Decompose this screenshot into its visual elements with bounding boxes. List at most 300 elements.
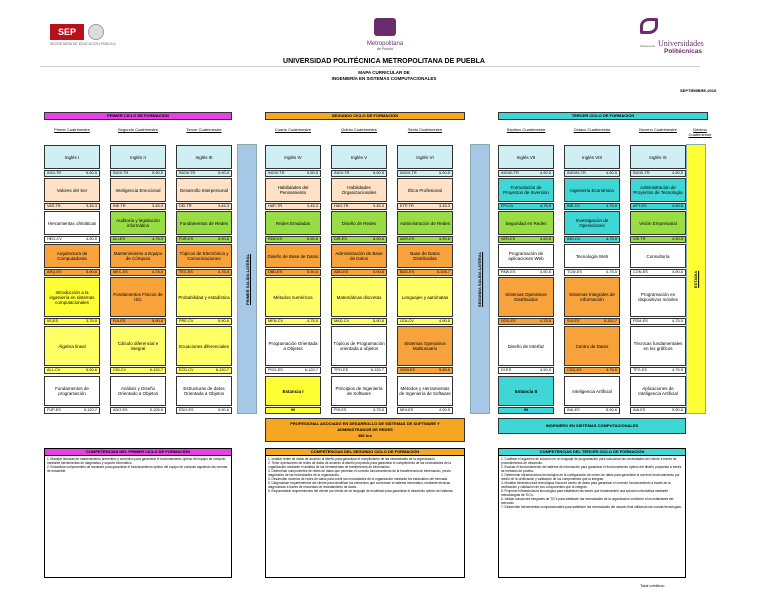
course-hours: 3-45-3 bbox=[86, 204, 97, 208]
course-code: FUR-ES bbox=[179, 237, 194, 241]
course-code-row bbox=[397, 236, 453, 243]
course-code-row bbox=[397, 203, 453, 210]
course-code: ARQ-ES bbox=[47, 270, 62, 274]
competencies-second-title: COMPETENCIAS DEL SEGUNDO CICLO DE FORMACIÓN bbox=[266, 449, 464, 456]
course-code: INE-TR bbox=[113, 204, 126, 208]
course-hours: 4-90-5 bbox=[672, 171, 683, 175]
course-cell: Sistemas Integrales de Información bbox=[564, 277, 620, 317]
course-hours: 4-75-5 bbox=[540, 204, 551, 208]
course-code: MHI-ES bbox=[400, 408, 414, 412]
course-cell: Ética Profesional bbox=[397, 178, 453, 202]
course-code-row bbox=[498, 407, 554, 414]
course-cell: Métodos y Herramientas de Ingeniería de Software bbox=[397, 376, 453, 406]
course-code: TEC-ES bbox=[179, 270, 193, 274]
course-code-row bbox=[44, 367, 100, 374]
course-code-row bbox=[564, 318, 620, 325]
upmp-mark-icon bbox=[374, 18, 396, 36]
associate-degree-line2: ADMINISTRADOR DE REDES bbox=[337, 427, 393, 432]
course-code-row bbox=[331, 203, 387, 210]
course-code: INGV-TR bbox=[334, 171, 350, 175]
quarter-header: Noveno Cuatrimestre bbox=[639, 127, 677, 132]
course-hours: 5-90-5 bbox=[439, 171, 450, 175]
course-code-row bbox=[630, 269, 686, 276]
course-code: DI-ES bbox=[501, 368, 512, 372]
course-code-row bbox=[110, 318, 166, 325]
course-code-row bbox=[265, 318, 321, 325]
course-code: PDM-ES bbox=[633, 319, 648, 323]
cycle-banner-2: SEGUNDO CICLO DE FORMACION bbox=[265, 112, 465, 120]
course-code: INGIII-TR bbox=[179, 171, 196, 175]
course-code: AIA-ES bbox=[633, 408, 646, 412]
course-hours: 4-75-5 bbox=[152, 270, 163, 274]
course-hours: 5-90-6 bbox=[439, 368, 450, 372]
course-cell: Métodos numéricos bbox=[265, 277, 321, 317]
up-logo-name: Universidades bbox=[658, 39, 704, 48]
course-code: INGVIII-TR bbox=[567, 171, 586, 175]
course-code-row bbox=[564, 367, 620, 374]
course-code: INGIX-TR bbox=[633, 171, 650, 175]
course-code: INGVII-TR bbox=[501, 171, 519, 175]
course-code: IIS-ES bbox=[47, 319, 58, 323]
course-code: HAO-TR bbox=[334, 204, 349, 208]
course-code-row bbox=[331, 407, 387, 414]
course-code-row bbox=[564, 203, 620, 210]
course-hours: 4-75-5 bbox=[672, 319, 683, 323]
course-cell: Diseño de Redes bbox=[331, 211, 387, 235]
course-hours: 4-90-6 bbox=[672, 204, 683, 208]
course-cell: Tecnología Web bbox=[564, 244, 620, 268]
course-code-row bbox=[265, 407, 321, 414]
course-hours: 4-90-5 bbox=[540, 237, 551, 241]
upmp-logo-name: Metropolitana bbox=[366, 41, 404, 47]
quarter-header: Cuarto Cuatrimestre bbox=[274, 127, 311, 132]
national-seal-icon bbox=[88, 24, 104, 40]
course-hours: 4-90-5 bbox=[439, 408, 450, 412]
course-hours: 6-120-7 bbox=[304, 368, 318, 372]
course-cell: Programación en dispositivos móviles bbox=[630, 277, 686, 317]
course-code-row bbox=[397, 318, 453, 325]
course-cell: Mantenimiento a Equipo de Cómputo bbox=[110, 244, 166, 268]
quarter-header: Primer Cuatrimestre bbox=[54, 127, 90, 132]
competencies-second-text: 1. Instalar redes de datos de acuerdo al diseño para garantizar el cumplimiento de las necesidades de la organización. 2. Tener operaciones de redes de datos de acuerdo al diseño propuesto para garantizar el cumplimiento de las necesidades de la organización mediante el análisis de las herramientas de transferencia de información. 3. Determinar componentes de redes de datos que permitan el correcto funcionamiento de la transferencia de información, previo diagnóstico de las necesidades de la organización. 4. Desarrollar modelos de redes de datos para cubrir las necesidades de la organización mediante los estándares del mercado. 5. Diagnosticar requerimientos del cliente para identificar los elementos que conforman el sistema informático, mediante técnicas diagnósticas a través de encuestas de levantamiento de datos. 6. Esquematizar requerimientos del cliente por medio de un lenguaje de modelado para garantizar el desarrollo óptimo del sistema. bbox=[268, 457, 454, 493]
course-code-row bbox=[564, 170, 620, 177]
course-cell: Administración de Base de Datos bbox=[331, 244, 387, 268]
course-cell: Estancia II bbox=[498, 376, 554, 406]
course-cell: Ingeniería Económica bbox=[564, 178, 620, 202]
course-cell: Fundamentos de programación bbox=[44, 376, 100, 406]
course-code-row bbox=[44, 203, 100, 210]
competencies-third-title: COMPETENCIAS DEL TERCER CICLO DE FORMACIÓN bbox=[499, 449, 685, 456]
course-cell: Inteligencia Emocional bbox=[110, 178, 166, 202]
course-code-row bbox=[265, 236, 321, 243]
course-code-row bbox=[110, 236, 166, 243]
course-cell: Inglés VIII bbox=[564, 145, 620, 169]
course-code: HAP-TR bbox=[268, 204, 283, 208]
course-code: INGIV-TR bbox=[268, 171, 285, 175]
course-code: ALL-CV bbox=[47, 368, 61, 372]
course-code: ADR-ES bbox=[400, 237, 415, 241]
course-cell: Redes Emuladas bbox=[265, 211, 321, 235]
course-code: SIX-ES bbox=[567, 319, 580, 323]
course-hours: 5-90-6 bbox=[672, 408, 683, 412]
course-code-row bbox=[44, 269, 100, 276]
course-code: POO-ES bbox=[268, 368, 283, 372]
engineer-degree-box: INGENIERO EN SISTEMAS COMPUTACIONALES bbox=[498, 418, 686, 434]
second-lateral-exit-label: SEGUNDA SALIDA LATERAL bbox=[477, 251, 483, 307]
estadia-label: ESTADIA bbox=[693, 270, 699, 288]
course-hours: 4-75-5 bbox=[672, 368, 683, 372]
course-code: FUP-ES bbox=[47, 408, 61, 412]
quarter-header: Segundo Cuatrimestre bbox=[117, 127, 159, 132]
course-hours: 5-90-6 bbox=[86, 368, 97, 372]
course-hours: 5-90-5 bbox=[152, 171, 163, 175]
course-code: TFG-ES bbox=[633, 368, 647, 372]
course-cell: Tópicos de Electrónica y Comunicaciones bbox=[176, 244, 232, 268]
course-cell: Programación de aplicaciones Web bbox=[498, 244, 554, 268]
course-code-row bbox=[498, 170, 554, 177]
course-code-row bbox=[331, 236, 387, 243]
second-lateral-exit-bar bbox=[470, 144, 490, 414]
course-code-row bbox=[176, 367, 232, 374]
course-code-row bbox=[176, 318, 232, 325]
course-code: ECD-CV bbox=[179, 368, 194, 372]
course-hours: 5-120-7 bbox=[83, 408, 97, 412]
course-hours: 5-90-6 bbox=[218, 408, 229, 412]
sep-mark: SEP bbox=[50, 24, 84, 40]
course-code-row bbox=[265, 203, 321, 210]
course-code-row bbox=[44, 236, 100, 243]
course-hours: 4-75-5 bbox=[307, 319, 318, 323]
course-cell: Inglés IV bbox=[265, 145, 321, 169]
first-lateral-exit-label: PRIMER SALIDA LATERAL bbox=[244, 253, 250, 305]
up-logo-pre: Sistema de bbox=[640, 44, 656, 48]
course-code-row bbox=[630, 367, 686, 374]
course-hours: 4-90-5 bbox=[540, 368, 551, 372]
course-code-row bbox=[265, 170, 321, 177]
course-code: ABD-ES bbox=[334, 270, 349, 274]
course-hours: 4-75-5 bbox=[373, 408, 384, 412]
course-code: INO-CV bbox=[567, 237, 581, 241]
competencies-third-cycle bbox=[498, 448, 686, 578]
course-code-row bbox=[498, 269, 554, 276]
course-cell: Valores del Ser bbox=[44, 178, 100, 202]
course-code-row bbox=[265, 367, 321, 374]
course-code: PAW-ES bbox=[501, 270, 516, 274]
course-hours: 4-75-5 bbox=[606, 204, 617, 208]
course-hours: 5-90-6 bbox=[307, 270, 318, 274]
course-hours: 3-45-3 bbox=[373, 204, 384, 208]
course-cell: Administración de Proyectos de Tecnología bbox=[630, 178, 686, 202]
course-cell: Fundamentos de Redes bbox=[176, 211, 232, 235]
course-cell: Lenguajes y autómatas bbox=[397, 277, 453, 317]
course-hours: 5-90-5 bbox=[86, 171, 97, 175]
course-code-row bbox=[498, 236, 554, 243]
course-hours: 5-105-7 bbox=[436, 270, 450, 274]
course-code: PRE-CV bbox=[179, 319, 194, 323]
course-code-row bbox=[630, 318, 686, 325]
course-hours: 5-90-6 bbox=[218, 237, 229, 241]
course-cell: Base de Datos Distribuidas bbox=[397, 244, 453, 268]
course-hours: 5-120-7 bbox=[603, 319, 617, 323]
course-code: VAS-TR bbox=[47, 204, 61, 208]
course-hours: 4-90-5 bbox=[606, 171, 617, 175]
course-code: BDD-ES bbox=[400, 270, 415, 274]
course-code: ADO-ES bbox=[113, 408, 128, 412]
competencies-first-text: 1. Manejar técnicas de mantenimiento preventivo y correctivo para garantizar el funcionamiento óptimo del equipo de cómputo mediante herramientas de diagnóstico y soporte informático. 2. Ensamblar componentes de hardware para garantizar el funcionamiento óptimo del equipo de cómputo siguiendo las normas de ensamble. bbox=[47, 457, 228, 473]
course-cell: Diseño de Base de Datos bbox=[265, 244, 321, 268]
course-hours: 6-120-7 bbox=[370, 368, 384, 372]
course-code-row bbox=[397, 269, 453, 276]
course-cell: Inteligencia Artificial bbox=[564, 376, 620, 406]
course-cell: Inglés III bbox=[176, 145, 232, 169]
course-code-row bbox=[564, 407, 620, 414]
course-cell: Inglés IX bbox=[630, 145, 686, 169]
course-code-row bbox=[498, 318, 554, 325]
course-hours: 3-75-5 bbox=[86, 319, 97, 323]
course-hours: 5-90-5 bbox=[373, 171, 384, 175]
course-hours: 4-75-5 bbox=[152, 237, 163, 241]
course-code-row bbox=[331, 367, 387, 374]
course-code-row bbox=[265, 269, 321, 276]
course-code-row bbox=[630, 407, 686, 414]
date-label: SEPTIEMBRE-2010. bbox=[680, 88, 718, 93]
competencies-third-text: 1. Codificar el algoritmo de solución en un lenguaje de programación para solucionar las necesidades del cliente a través de procedimientos de desarrollo. 2. Evaluar el funcionamiento del sistema de información para garantizar el funcionamiento óptimo del diseño propuesto a través de métodos de prueba. 3. Determinar infraestructura tecnológica de la configuración de centro de datos para garantizar el correcto funcionamiento por medio de la verificación y validación de los componentes que la integran. 4. Modelar infraestructura tecnológica física de centro de datos para garantizar el correcto funcionamiento a través de la verificación y validación de sus componentes que la integran. 5. Proponer infraestructura tecnológica para establecer las bases que fundamenten una solución informática mediante metodologías de TIC's. 6. Validar soluciones integrales de TIC's para satisfacer las necesidades de la organización conforme a los estándares del mercado. 7. Desarrollar herramientas computacionales para satisfacer las necesidades del usuario final utilizando las nuevas tecnologías. bbox=[501, 457, 682, 509]
course-code-row bbox=[564, 236, 620, 243]
course-cell: Inglés I bbox=[44, 145, 100, 169]
up-logo-name2: Politécnicas bbox=[664, 48, 702, 55]
course-code-row bbox=[331, 269, 387, 276]
course-code: DEI-TR bbox=[179, 204, 192, 208]
course-cell: Análisis y Diseño Orientado a Objetos bbox=[110, 376, 166, 406]
universidades-politecnicas-logo bbox=[640, 18, 730, 58]
course-cell: Tópicos de Programación orientada a objetos bbox=[331, 326, 387, 366]
course-code-row bbox=[44, 407, 100, 414]
course-code-row bbox=[397, 170, 453, 177]
course-code-row bbox=[110, 367, 166, 374]
sep-subtitle: SECRETARÍA DE EDUCACIÓN PÚBLICA bbox=[50, 42, 116, 46]
course-cell: Principios de Ingeniería de Software bbox=[331, 376, 387, 406]
course-hours: 4-90-5 bbox=[540, 171, 551, 175]
course-code: INGII-TR bbox=[113, 171, 129, 175]
course-code-row bbox=[176, 407, 232, 414]
course-hours: 3-45-3 bbox=[307, 204, 318, 208]
quarter-header: Quinto Cuatrimestre bbox=[341, 127, 377, 132]
course-hours: 5-90-6 bbox=[218, 319, 229, 323]
course-cell: Desarrollo Interpersonal bbox=[176, 178, 232, 202]
competencies-first-title: COMPETENCIAS DEL PRIMER CICLO DE FORMACIÓN bbox=[45, 449, 231, 456]
course-cell: Centro de Datos bbox=[564, 326, 620, 366]
course-cell: Estructuras de datos Orientada a Objetos bbox=[176, 376, 232, 406]
course-code-row bbox=[498, 367, 554, 374]
course-code-row bbox=[564, 269, 620, 276]
course-code: FUI-ES bbox=[113, 319, 126, 323]
competencies-second-cycle bbox=[265, 448, 465, 578]
course-cell: Habilidades Organizacionales bbox=[331, 178, 387, 202]
total-credits-label: Total créditos: bbox=[640, 583, 665, 588]
upmp-logo bbox=[345, 18, 425, 58]
course-cell: Inglés II bbox=[110, 145, 166, 169]
quarter-header: Séptimo Cuatrimestre bbox=[506, 127, 546, 132]
course-hours: 5-90-6 bbox=[373, 319, 384, 323]
course-code-row bbox=[331, 170, 387, 177]
course-cell: Fundamentos Físicos de ISC bbox=[110, 277, 166, 317]
course-hours: 4-90-6 bbox=[439, 237, 450, 241]
course-code-row bbox=[176, 236, 232, 243]
course-cell: Sistemas Operativos Multiusuario bbox=[397, 326, 453, 366]
course-code: INGVI-TR bbox=[400, 171, 417, 175]
associate-degree-line1: PROFESIONAL ASOCIADO EN DESARROLLO DE SISTEMAS DE SOFTWARE Y bbox=[290, 421, 440, 426]
course-code-row bbox=[176, 170, 232, 177]
course-cell: Estancia I bbox=[265, 376, 321, 406]
course-cell: Técnicas fundamentales en los gráficos bbox=[630, 326, 686, 366]
course-cell: Introducción a la ingeniería en sistemas computacionales bbox=[44, 277, 100, 317]
sep-logo bbox=[50, 24, 140, 54]
up-mark-icon bbox=[640, 18, 658, 34]
course-code: CON-ES bbox=[633, 270, 648, 274]
course-hours: 3-45-3 bbox=[152, 204, 163, 208]
course-cell: Matemáticas discretas bbox=[331, 277, 387, 317]
map-title: MAPA CURRICULAR DE bbox=[358, 70, 410, 75]
course-cell: Administración de Redes bbox=[397, 211, 453, 235]
course-hours: 6-120-7 bbox=[149, 368, 163, 372]
course-code-row bbox=[630, 170, 686, 177]
course-code: PIS-ES bbox=[334, 408, 347, 412]
course-hours: 5-90-6 bbox=[307, 237, 318, 241]
associate-degree-box bbox=[265, 418, 465, 442]
course-code: HEO-CV bbox=[47, 237, 62, 241]
course-hours: 4-75-5 bbox=[606, 270, 617, 274]
cycle-banner-1: PRIMER CICLO DE FORMACION bbox=[44, 112, 232, 120]
course-cell: Investigación de Operaciones bbox=[564, 211, 620, 235]
course-code: MEN-CV bbox=[268, 319, 283, 323]
course-code-row bbox=[44, 170, 100, 177]
course-cell: Arquitectura de Computadoras bbox=[44, 244, 100, 268]
course-hours: 4-90-5 bbox=[439, 319, 450, 323]
course-code-row bbox=[110, 203, 166, 210]
course-code: INA-ES bbox=[567, 408, 580, 412]
course-hours: 90 bbox=[290, 408, 296, 412]
associate-degree-hours: 480 hrs bbox=[357, 433, 372, 438]
course-cell: Inglés V bbox=[331, 145, 387, 169]
course-code: TCW-ES bbox=[567, 270, 582, 274]
course-cell: Formulación de Proyectos de Inversión bbox=[498, 178, 554, 202]
course-code-row bbox=[498, 203, 554, 210]
course-code: SER-ES bbox=[501, 237, 516, 241]
course-cell: Inglés VI bbox=[397, 145, 453, 169]
upmp-logo-sub: de Puebla bbox=[377, 47, 393, 51]
course-hours: 5-90-6 bbox=[373, 270, 384, 274]
course-cell: Consultoría bbox=[630, 244, 686, 268]
course-code: INE-CV bbox=[567, 204, 580, 208]
cycle-banner-3: TERCER CICLO DE FORMACION bbox=[498, 112, 708, 120]
quarter-header: Décimo Cuatrimestre bbox=[688, 127, 712, 137]
course-cell: Inglés VII bbox=[498, 145, 554, 169]
course-hours: 4-90-5 bbox=[672, 237, 683, 241]
course-cell: Programación Orientada a Objetos bbox=[265, 326, 321, 366]
course-code: CDI-CV bbox=[113, 368, 127, 372]
course-code: TPO-ES bbox=[334, 368, 349, 372]
course-code-row bbox=[397, 407, 453, 414]
course-code-row bbox=[397, 367, 453, 374]
course-code: FPI-CV bbox=[501, 204, 514, 208]
course-code-row bbox=[44, 318, 100, 325]
course-code: MEC-ES bbox=[113, 270, 128, 274]
course-cell: Ecuaciones diferenciales bbox=[176, 326, 232, 366]
course-code: EDO-ES bbox=[179, 408, 194, 412]
course-hours: 4-75-5 bbox=[606, 368, 617, 372]
course-cell: Herramientas ofimáticas bbox=[44, 211, 100, 235]
course-cell: Probabilidad y estadística bbox=[176, 277, 232, 317]
course-hours: 4-90-5 bbox=[540, 270, 551, 274]
divider bbox=[40, 66, 700, 67]
course-code: DBD-ES bbox=[268, 270, 283, 274]
course-hours: 5-90-5 bbox=[307, 171, 318, 175]
quarter-header: Octavo Cuatrimestre bbox=[573, 127, 611, 132]
course-code: SOM-ES bbox=[400, 368, 415, 372]
course-hours: 4-75-5 bbox=[540, 319, 551, 323]
course-hours: 5-105-6 bbox=[149, 408, 163, 412]
course-hours: 5-90-5 bbox=[218, 171, 229, 175]
program-title: INGENIERÍA EN SISTEMAS COMPUTACIONALES bbox=[331, 76, 437, 81]
course-code: APT-ES bbox=[633, 204, 647, 208]
estadia-bar bbox=[686, 144, 706, 414]
course-code-row bbox=[110, 269, 166, 276]
course-hours: 4-75-5 bbox=[218, 270, 229, 274]
course-code: ALI-ES bbox=[113, 237, 126, 241]
course-code-row bbox=[176, 203, 232, 210]
course-code-row bbox=[630, 203, 686, 210]
course-cell: Aplicaciones de Inteligencia Artificial bbox=[630, 376, 686, 406]
course-cell: Cálculo diferencial e integral bbox=[110, 326, 166, 366]
competencies-first-cycle bbox=[44, 448, 232, 578]
course-hours: 5-90-6 bbox=[606, 408, 617, 412]
course-hours: 4-90-6 bbox=[672, 270, 683, 274]
course-hours: 3-45-3 bbox=[218, 204, 229, 208]
quarter-header: Sexto Cuatrimestre bbox=[407, 127, 443, 132]
course-hours: 5-90-6 bbox=[86, 270, 97, 274]
course-hours: 6-120-7 bbox=[215, 368, 229, 372]
course-code: RDE-ES bbox=[268, 237, 283, 241]
course-code: DIR-ES bbox=[334, 237, 347, 241]
course-code-row bbox=[110, 407, 166, 414]
course-hours: 4-90-5 bbox=[86, 237, 97, 241]
course-hours: 5-90-6 bbox=[152, 319, 163, 323]
course-cell: Habilidades del Pensamiento bbox=[265, 178, 321, 202]
course-code: SOD-ES bbox=[501, 319, 516, 323]
course-code-row bbox=[110, 170, 166, 177]
course-cell: Diseño de Interfaz bbox=[498, 326, 554, 366]
course-hours: 90 bbox=[523, 408, 529, 412]
course-cell: Seguridad en Redes bbox=[498, 211, 554, 235]
course-hours: 3-45-3 bbox=[439, 204, 450, 208]
course-hours: 5-90-6 bbox=[373, 237, 384, 241]
course-code-row bbox=[176, 269, 232, 276]
course-code-row bbox=[630, 236, 686, 243]
course-code: MAD-CV bbox=[334, 319, 349, 323]
course-hours: 4-75-5 bbox=[606, 237, 617, 241]
course-code-row bbox=[331, 318, 387, 325]
course-cell: Visión Empresarial bbox=[630, 211, 686, 235]
course-code: INGI-TR bbox=[47, 171, 62, 175]
first-lateral-exit-bar bbox=[237, 144, 257, 414]
university-title: UNIVERSIDAD POLITÉCNICA METROPOLITANA DE PUEBLA bbox=[283, 58, 485, 65]
course-cell: Auditoría y legislación informática bbox=[110, 211, 166, 235]
course-cell: Álgebra lineal bbox=[44, 326, 100, 366]
course-code: LEA-CV bbox=[400, 319, 414, 323]
course-cell: Sistemas Operativos Distribuidos bbox=[498, 277, 554, 317]
course-code: CDD-ES bbox=[567, 368, 582, 372]
course-code: VIE-TR bbox=[633, 237, 646, 241]
